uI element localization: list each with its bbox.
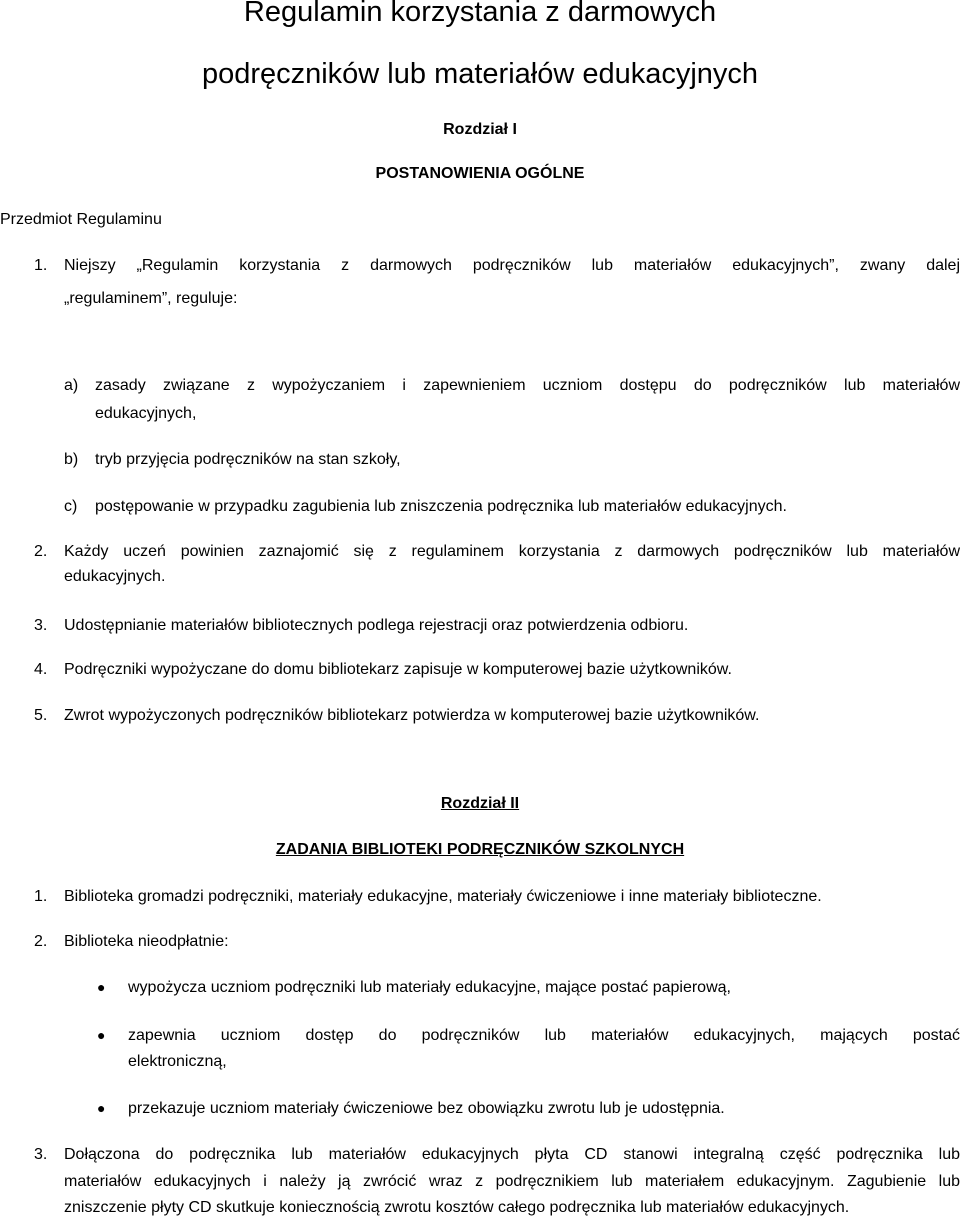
bullet-text: przekazuje uczniom materiały ćwiczeniowe bez obowiązku zwrotu lub je udostępnia.: [128, 1100, 725, 1117]
item-text: Biblioteka gromadzi podręczniki, materiały edukacyjne, materiały ćwiczeniowe i inne materiały biblioteczne.: [64, 888, 822, 905]
bullet-icon: ●: [97, 979, 106, 995]
bullet-text: zapewnia uczniom dostęp do podręczników lub materiałów edukacyjnych, mających postać: [128, 1027, 960, 1044]
item-number: 1.: [34, 257, 48, 274]
item-number: 4.: [34, 661, 48, 678]
sub-item-text: edukacyjnych,: [95, 405, 197, 422]
bullet-icon: ●: [97, 1100, 106, 1116]
item-text: „regulaminem”, reguluje:: [64, 290, 238, 307]
chapter1-heading: POSTANOWIENIA OGÓLNE: [375, 165, 585, 182]
item-text: materiałów edukacyjnych i należy ją zwrócić wraz z podręcznikiem lub materiałem edukacyjnym. Zagubienie lub: [64, 1173, 960, 1190]
subject-heading: Przedmiot Regulaminu: [0, 211, 162, 228]
sub-item-letter: b): [64, 451, 79, 468]
item-number: 1.: [34, 888, 48, 905]
item-number: 2.: [34, 933, 48, 950]
sub-item-text: zasady związane z wypożyczaniem i zapewnieniem uczniom dostępu do podręczników lub materiałów: [95, 377, 960, 394]
item-text: Niejszy „Regulamin korzystania z darmowych podręczników lub materiałów edukacyjnych”, zwany dalej: [64, 257, 960, 274]
sub-item-text: tryb przyjęcia podręczników na stan szkoły,: [95, 451, 401, 468]
bullet-icon: ●: [97, 1027, 106, 1043]
item-text: Podręczniki wypożyczane do domu bibliotekarz zapisuje w komputerowej bazie użytkowników.: [64, 661, 732, 678]
item-text: Każdy uczeń powinien zaznajomić się z regulaminem korzystania z darmowych podręczników lub materiałów: [64, 543, 960, 560]
item-text: Zwrot wypożyczonych podręczników bibliotekarz potwierdza w komputerowej bazie użytkowników.: [64, 707, 760, 724]
item-text: Dołączona do podręcznika lub materiałów edukacyjnych płyta CD stanowi integralną część podręcznika lub: [64, 1146, 960, 1163]
item-number: 3.: [34, 617, 48, 634]
bullet-text: wypożycza uczniom podręczniki lub materiały edukacyjne, mające postać papierową,: [128, 979, 731, 996]
document-title-line1: Regulamin korzystania z darmowych: [243, 0, 717, 28]
sub-item-text: postępowanie w przypadku zagubienia lub zniszczenia podręcznika lub materiałów edukacyjnych.: [95, 498, 787, 515]
item-number: 2.: [34, 543, 48, 560]
item-number: 3.: [34, 1146, 48, 1163]
chapter2-label: Rozdział II: [440, 795, 520, 812]
item-number: 5.: [34, 707, 48, 724]
sub-item-letter: c): [64, 498, 78, 515]
item-text: zniszczenie płyty CD skutkuje koniecznością zwrotu kosztów całego podręcznika lub materiałów edukacyjnych.: [64, 1199, 850, 1216]
chapter1-label: Rozdział I: [443, 121, 517, 138]
item-text: Biblioteka nieodpłatnie:: [64, 933, 229, 950]
chapter2-heading: ZADANIA BIBLIOTEKI PODRĘCZNIKÓW SZKOLNYCH: [275, 841, 685, 858]
bullet-text: elektroniczną,: [128, 1053, 227, 1070]
item-text: edukacyjnych.: [64, 568, 166, 585]
item-text: Udostępnianie materiałów bibliotecznych podlega rejestracji oraz potwierdzenia odbioru.: [64, 617, 689, 634]
sub-item-letter: a): [64, 377, 79, 394]
document-title-line2: podręczników lub materiałów edukacyjnych: [201, 58, 759, 90]
